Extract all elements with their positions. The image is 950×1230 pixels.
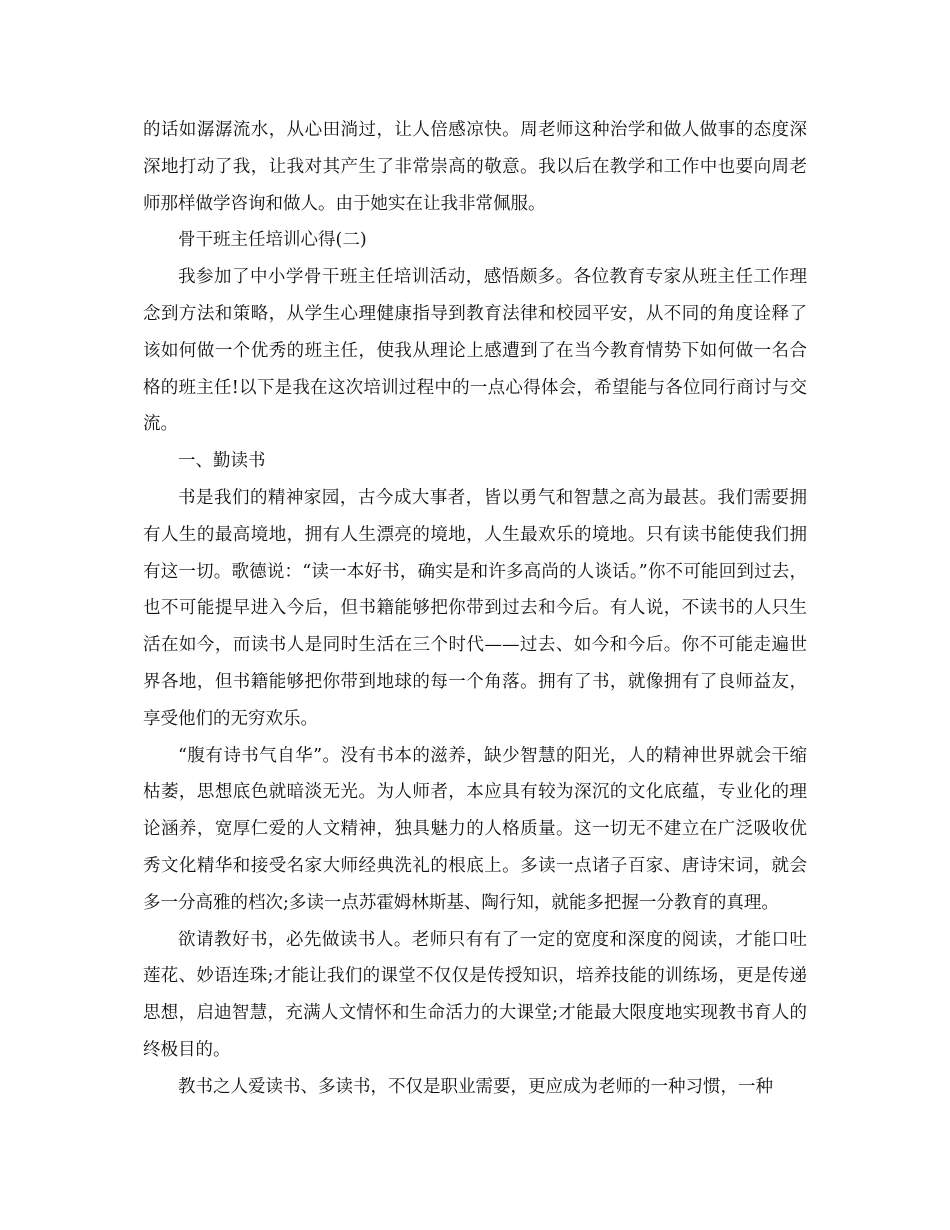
- section-title: 骨干班主任培训心得(二): [178, 230, 367, 251]
- paragraph: “腹有诗书气自华”。没有书本的滋养，缺少智慧的阳光，人的精神世界就会干缩枯萎，思想底色就暗淡无光。为人师者，本应具有较为深沉的文化底蕴，专业化的理论涵养，宽厚仁爱的人文精神，独具魅力的人格质量。这一切无不建立在广泛吸收优秀文化精华和接受名家大师经典洗礼的根底上。多读一点诸子百家、唐诗宋词，就会多一分高雅的档次;多读一点苏霍姆林斯基、陶行知，就能多把握一分教育的真理。: [143, 745, 807, 913]
- paragraph-continuation: 的话如潺潺流水，从心田淌过，让人倍感凉快。周老师这种治学和做人做事的态度深深地打动了我，让我对其产生了非常崇高的敬意。我以后在教学和工作中也要向周老师那样做学咨询和做人。由于她实在让我非常佩服。: [143, 120, 807, 214]
- paragraph-intro: 我参加了中小学骨干班主任培训活动，感悟颇多。各位教育专家从班主任工作理念到方法和策略，从学生心理健康指导到教育法律和校园平安，从不同的角度诠释了该如何做一个优秀的班主任，使我从理论上感遭到了在当今教育情势下如何做一名合格的班主任!以下是我在这次培训过程中的一点心得体会，希望能与各位同行商讨与交流。: [143, 267, 807, 435]
- section-heading: 一、勤读书: [178, 451, 266, 472]
- document-body: [143, 112, 807, 1106]
- paragraph: 欲请教好书，必先做读书人。老师只有有了一定的宽度和深度的阅读，才能口吐莲花、妙语连珠;才能让我们的课堂不仅仅是传授知识，培养技能的训练场，更是传递思想，启迪智慧，充满人文情怀和生命活力的大课堂;才能最大限度地实现教书育人的终极目的。: [143, 929, 807, 1060]
- paragraph-truncated: 教书之人爱读书、多读书，不仅是职业需要，更应成为老师的一种习惯，一种: [178, 1076, 773, 1097]
- paragraph: 书是我们的精神家园，古今成大事者，皆以勇气和智慧之高为最甚。我们需要拥有人生的最高境地，拥有人生漂亮的境地，人生最欢乐的境地。只有读书能使我们拥有这一切。歌德说：“读一本好书，确实是和许多高尚的人谈话。”你不可能回到过去，也不可能提早进入今后，但书籍能够把你带到过去和今后。有人说，不读书的人只生活在如今，而读书人是同时生活在三个时代——过去、如今和今后。你不可能走遍世界各地，但书籍能够把你带到地球的每一个角落。拥有了书，就像拥有了良师益友，享受他们的无穷欢乐。: [143, 487, 807, 729]
